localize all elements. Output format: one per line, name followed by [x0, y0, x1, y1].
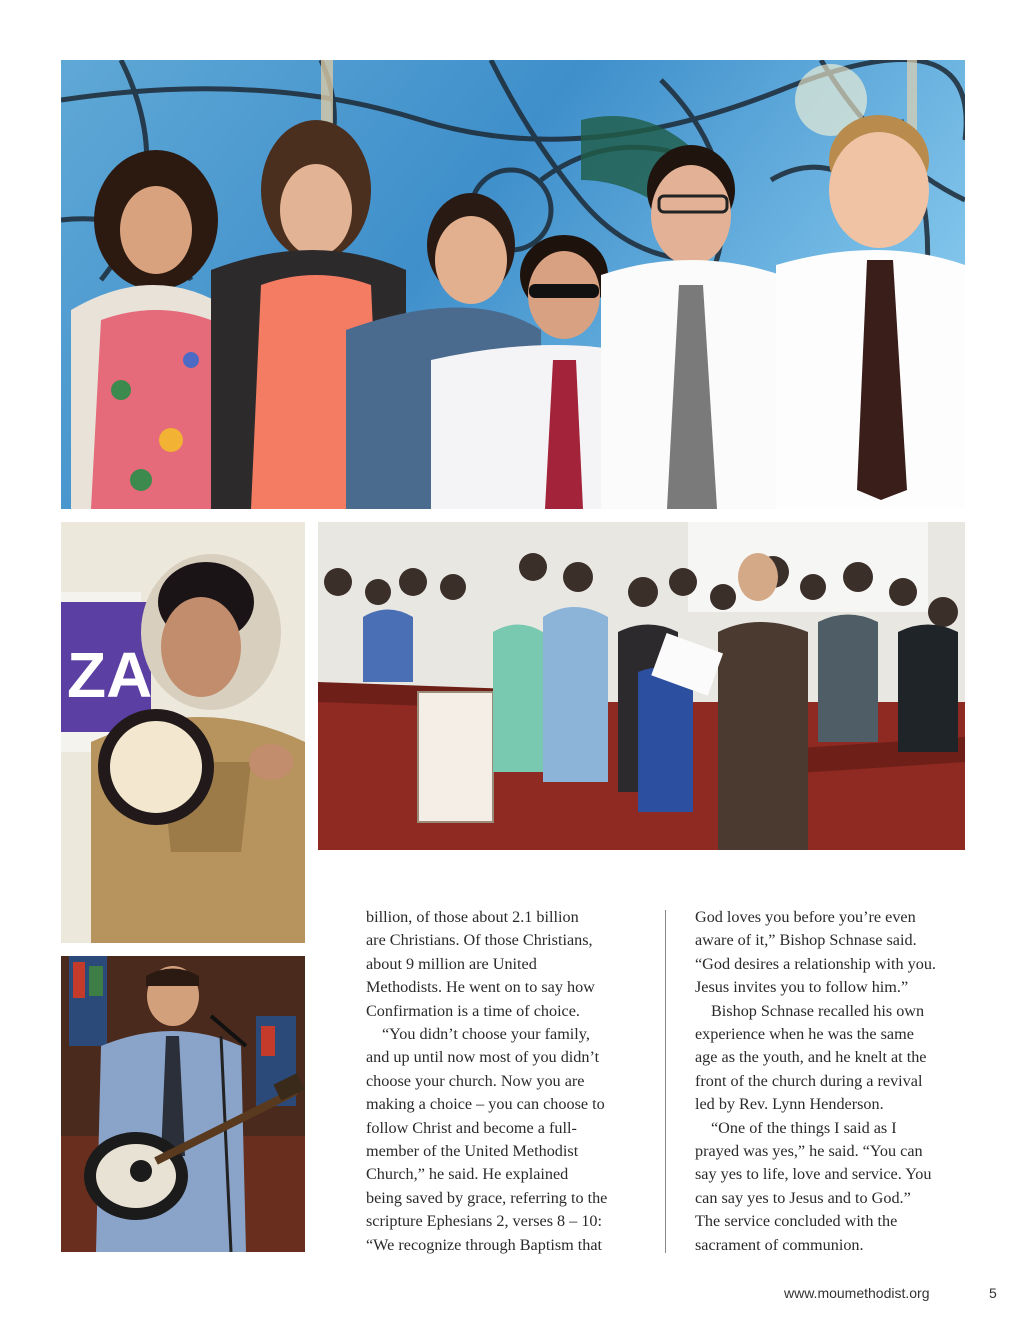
article-line: billion, of those about 2.1 billion — [366, 908, 579, 926]
article-line: and up until now most of you didn’t — [366, 1048, 600, 1067]
article-line: sacrament of communion. — [695, 1235, 864, 1254]
confirmands-group-photo — [61, 60, 965, 509]
article-line: choose your church. Now you are — [366, 1071, 585, 1090]
article-line: can say yes to Jesus and to God.” — [695, 1188, 911, 1207]
article-line: Church,” he said. He explained — [366, 1165, 569, 1184]
article-column-1 — [366, 906, 646, 1257]
article-line: scripture Ephesians 2, verses 8 – 10: — [366, 1212, 603, 1231]
congregation-worship-photo — [318, 522, 965, 850]
article-line: front of the church during a revival — [695, 1071, 923, 1090]
article-line: Bishop Schnase recalled his own — [711, 1001, 925, 1020]
page-number: 5 — [989, 1285, 997, 1301]
article-line: “God desires a relationship with you. — [695, 954, 936, 973]
footer-website-url: www.moumethodist.org — [784, 1285, 930, 1301]
article-line: follow Christ and become a full- — [366, 1118, 577, 1137]
article-line: The service concluded with the — [695, 1212, 898, 1231]
article-line: being saved by grace, referring to the — [366, 1188, 608, 1207]
article-line: Jesus invites you to follow him.” — [695, 978, 909, 997]
article-line: prayed was yes,” he said. “You can — [695, 1142, 923, 1161]
article-line: about 9 million are United — [366, 954, 537, 973]
article-line: “You didn’t choose your family, — [382, 1025, 590, 1044]
article-line: “One of the things I said as I — [711, 1118, 897, 1137]
article-line: say yes to life, love and service. You — [695, 1165, 932, 1184]
article-line: aware of it,” Bishop Schnase said. — [695, 931, 917, 950]
article-line: “We recognize through Baptism that — [366, 1235, 603, 1254]
article-line: experience when he was the same — [695, 1025, 914, 1044]
article-line: member of the United Methodist — [366, 1142, 579, 1161]
article-line: God loves you before you’re even — [695, 908, 916, 926]
article-line: led by Rev. Lynn Henderson. — [695, 1095, 884, 1114]
article-line: are Christians. Of those Christians, — [366, 931, 593, 950]
guitarist-singer-photo — [61, 956, 305, 1252]
article-line: Confirmation is a time of choice. — [366, 1001, 580, 1020]
column-divider — [665, 910, 666, 1253]
article-line: making a choice – you can choose to — [366, 1095, 605, 1114]
banner-letters: ZA — [67, 639, 153, 711]
article-line: Methodists. He went on to say how — [366, 978, 595, 997]
tambourine-singer-photo — [61, 522, 305, 943]
article-column-2 — [695, 906, 975, 1257]
article-line: age as the youth, and he knelt at the — [695, 1048, 927, 1067]
